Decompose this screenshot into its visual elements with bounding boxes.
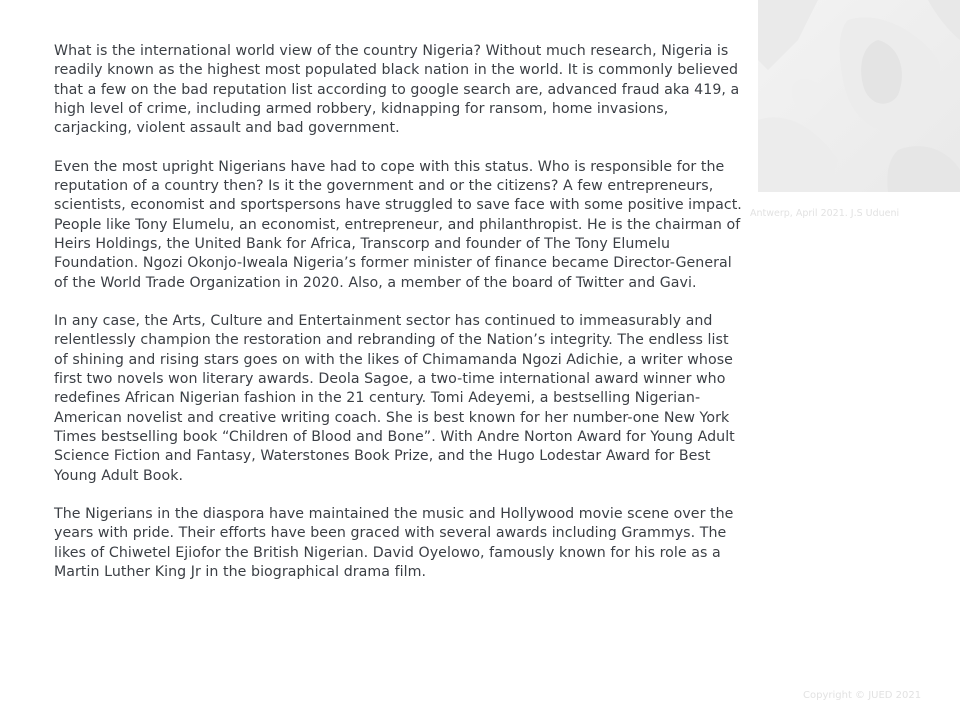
article-body xyxy=(54,42,744,602)
photo-caption: Antwerp, April 2021. J.S Udueni xyxy=(750,208,900,219)
paragraph-intro: What is the international world view of the country Nigeria? Without much research, Nigeria is readily known as the highest most populated black nation in the world. It is commonly believed that a few on the bad reputation list according to google search are, advanced fraud aka 419, a high level of crime, including armed robbery, kidnapping for ransom, home invasions, carjacking, violent assault and bad government. xyxy=(54,43,740,137)
paragraph-diaspora: The Nigerians in the diaspora have maintained the music and Hollywood movie scene over the years with pride. Their efforts have been graced with several awards including Grammys. The likes of Chiwetel Ejiofor the British Nigerian. David Oyelowo, famously known for his role as a Martin Luther King Jr in the biographical drama film. xyxy=(54,506,734,581)
copyright-notice: Copyright © JUED 2021 xyxy=(803,690,922,701)
paragraph-arts-culture: In any case, the Arts, Culture and Entertainment sector has continued to immeasurably and relentlessly champion the restoration and rebranding of the Nation’s integrity. The endless list of shining and rising stars goes on with the likes of Chimamanda Ngozi Adichie, a writer whose first two novels won literary awards. Deola Sagoe, a two-time international award winner who redefines African Nigerian fashion in the 21 century. Tomi Adeyemi, a bestselling Nigerian-American novelist and creative writing coach. She is best known for her number-one New York Times bestselling book “Children of Blood and Bone”. With Andre Norton Award for Young Adult Science Fiction and Fantasy, Waterstones Book Prize, and the Hugo Lodestar Award for Best Young Adult Book. xyxy=(54,313,735,484)
photo-texture xyxy=(758,0,960,192)
paragraph-reputation: Even the most upright Nigerians have had to cope with this status. Who is responsible for the reputation of a country then? Is it the government and or the citizens? A few entrepreneurs, scientists, economist and sportspersons have struggled to save face with some positive impact. xyxy=(54,158,742,214)
paragraph-notable-people: People like Tony Elumelu, an economist, entrepreneur, and philanthropist. He is the chairman of Heirs Holdings, the United Bank for Africa, Transcorp and founder of The Tony Elumelu Foundation. Ngozi Okonjo-Iweala Nigeria’s former minister of finance became Director-General of the World Trade Organization in 2020. Also, a member of the board of Twitter and Gavi. xyxy=(54,216,741,291)
faded-photo xyxy=(758,0,960,192)
